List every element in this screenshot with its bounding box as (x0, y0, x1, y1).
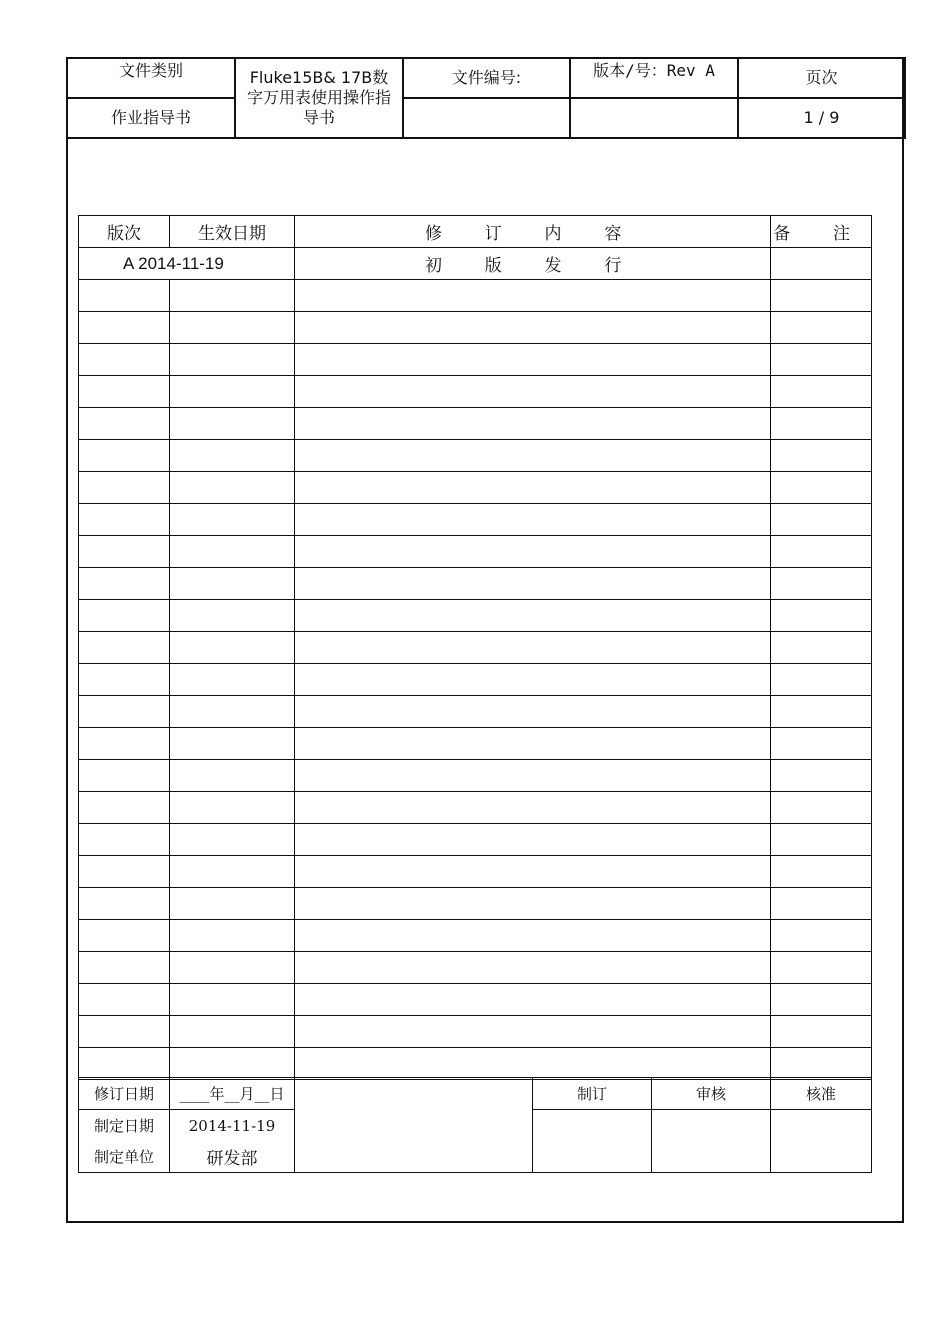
table-cell (771, 472, 872, 504)
table-cell (79, 568, 170, 600)
table-row (79, 824, 872, 856)
table-row (79, 792, 872, 824)
table-row (79, 408, 872, 440)
table-cell (170, 888, 295, 920)
table-cell (170, 856, 295, 888)
table-cell (170, 824, 295, 856)
table-cell (771, 696, 872, 728)
unit-value: 研发部 (170, 1142, 295, 1173)
table-cell (79, 760, 170, 792)
col-header-content: 修 订 内 容 (295, 216, 771, 248)
table-cell (771, 600, 872, 632)
table-cell (771, 536, 872, 568)
table-row (79, 376, 872, 408)
table-cell (170, 344, 295, 376)
approval-footer (78, 1077, 872, 1173)
table-cell (295, 696, 771, 728)
table-row (79, 728, 872, 760)
date-cell: 2014-11-19 (138, 253, 224, 273)
revision-table (78, 215, 872, 1080)
table-cell (771, 376, 872, 408)
table-cell (771, 984, 872, 1016)
table-cell (170, 1048, 295, 1080)
table-cell (79, 472, 170, 504)
table-cell (79, 1016, 170, 1048)
col-header-version: 版次 (79, 216, 170, 248)
table-row (79, 280, 872, 312)
table-cell (170, 952, 295, 984)
table-row (79, 536, 872, 568)
table-cell (170, 632, 295, 664)
sign-label-review: 审核 (652, 1078, 771, 1110)
table-cell (295, 504, 771, 536)
table-row (79, 312, 872, 344)
table-cell (170, 920, 295, 952)
table-row (79, 760, 872, 792)
version-value (570, 98, 738, 138)
table-cell (170, 696, 295, 728)
table-cell (295, 856, 771, 888)
table-cell (771, 728, 872, 760)
table-cell (771, 344, 872, 376)
table-cell (170, 440, 295, 472)
remark-cell (771, 248, 872, 280)
table-cell (79, 952, 170, 984)
table-cell (79, 536, 170, 568)
table-row (79, 920, 872, 952)
page-number: 1 / 9 (738, 98, 905, 138)
table-cell (771, 280, 872, 312)
table-row (79, 984, 872, 1016)
table-cell (79, 856, 170, 888)
table-cell (295, 1048, 771, 1080)
doc-number-label: 文件编号: (403, 58, 570, 98)
table-cell (295, 568, 771, 600)
table-row (79, 952, 872, 984)
table-cell (170, 280, 295, 312)
sign-review (652, 1110, 771, 1173)
table-cell (771, 408, 872, 440)
table-cell (79, 888, 170, 920)
table-cell (79, 280, 170, 312)
table-cell (771, 440, 872, 472)
table-cell (170, 536, 295, 568)
table-cell (771, 952, 872, 984)
table-cell (79, 984, 170, 1016)
table-cell (79, 632, 170, 664)
revise-date-label: 修订日期 (79, 1078, 170, 1110)
table-row (79, 1016, 872, 1048)
table-cell (295, 984, 771, 1016)
content-cell: 初 版 发 行 (295, 248, 771, 280)
table-cell (295, 888, 771, 920)
document-title (235, 58, 403, 138)
table-cell (170, 792, 295, 824)
table-row (79, 504, 872, 536)
table-cell (79, 664, 170, 696)
table-row (79, 440, 872, 472)
table-cell (771, 760, 872, 792)
table-cell (79, 792, 170, 824)
table-cell (79, 600, 170, 632)
table-cell (295, 952, 771, 984)
table-cell (170, 568, 295, 600)
table-row (79, 632, 872, 664)
table-cell (295, 344, 771, 376)
table-row (79, 856, 872, 888)
table-cell (771, 888, 872, 920)
table-cell (79, 440, 170, 472)
table-cell (170, 312, 295, 344)
table-cell (295, 600, 771, 632)
table-cell (771, 312, 872, 344)
table-cell (295, 472, 771, 504)
table-cell (295, 312, 771, 344)
made-date-value: 2014-11-19 (170, 1110, 295, 1142)
table-cell (295, 824, 771, 856)
table-row (79, 600, 872, 632)
table-cell (79, 696, 170, 728)
version-cell: A (123, 253, 134, 273)
table-cell (79, 408, 170, 440)
made-date-label: 制定日期 (79, 1110, 170, 1142)
table-cell (295, 728, 771, 760)
table-cell (295, 1016, 771, 1048)
table-cell (170, 984, 295, 1016)
page-label: 页次 (738, 58, 905, 98)
col-header-date: 生效日期 (170, 216, 295, 248)
table-cell (79, 344, 170, 376)
version-label: 版本/号：Rev A (570, 58, 738, 98)
sign-approve (771, 1110, 872, 1173)
table-cell (170, 760, 295, 792)
table-row (79, 696, 872, 728)
table-cell (170, 376, 295, 408)
table-row (79, 568, 872, 600)
table-cell (295, 376, 771, 408)
category-label: 文件类别 (67, 58, 235, 98)
table-cell (170, 1016, 295, 1048)
table-cell (295, 632, 771, 664)
table-cell (771, 504, 872, 536)
table-cell (295, 280, 771, 312)
table-cell (79, 376, 170, 408)
table-cell (79, 1048, 170, 1080)
table-cell (771, 1048, 872, 1080)
table-row (79, 248, 872, 280)
table-cell (771, 920, 872, 952)
table-cell (79, 728, 170, 760)
table-cell (295, 440, 771, 472)
sign-draft (533, 1110, 652, 1173)
table-cell (295, 920, 771, 952)
table-row (79, 664, 872, 696)
table-cell (79, 504, 170, 536)
table-cell (170, 664, 295, 696)
table-cell (170, 504, 295, 536)
doc-number-value (403, 98, 570, 138)
table-row (79, 1048, 872, 1080)
table-cell (170, 600, 295, 632)
table-cell (771, 568, 872, 600)
table-cell (79, 920, 170, 952)
sign-label-draft: 制订 (533, 1078, 652, 1110)
table-cell (771, 856, 872, 888)
table-cell (295, 664, 771, 696)
table-cell (771, 792, 872, 824)
table-cell (771, 664, 872, 696)
sign-label-approve: 核准 (771, 1078, 872, 1110)
unit-label: 制定单位 (79, 1142, 170, 1173)
table-cell (170, 472, 295, 504)
version-date-cell (79, 248, 295, 280)
table-cell (771, 824, 872, 856)
document-title-text: Fluke15B& 17B数字万用表使用操作指导书 (246, 68, 391, 127)
table-row (79, 472, 872, 504)
table-cell (295, 408, 771, 440)
table-cell (170, 408, 295, 440)
table-cell (79, 312, 170, 344)
table-cell (79, 824, 170, 856)
table-cell (295, 536, 771, 568)
revise-date-value: ____年__月__日 (170, 1078, 295, 1110)
table-cell (771, 632, 872, 664)
category-value: 作业指导书 (67, 98, 235, 138)
document-header (66, 57, 906, 139)
table-cell (295, 760, 771, 792)
footer-blank (295, 1078, 533, 1173)
table-cell (170, 728, 295, 760)
table-row (79, 344, 872, 376)
table-cell (295, 792, 771, 824)
table-cell (771, 1016, 872, 1048)
col-header-remark: 备 注 (771, 216, 872, 248)
table-row (79, 888, 872, 920)
